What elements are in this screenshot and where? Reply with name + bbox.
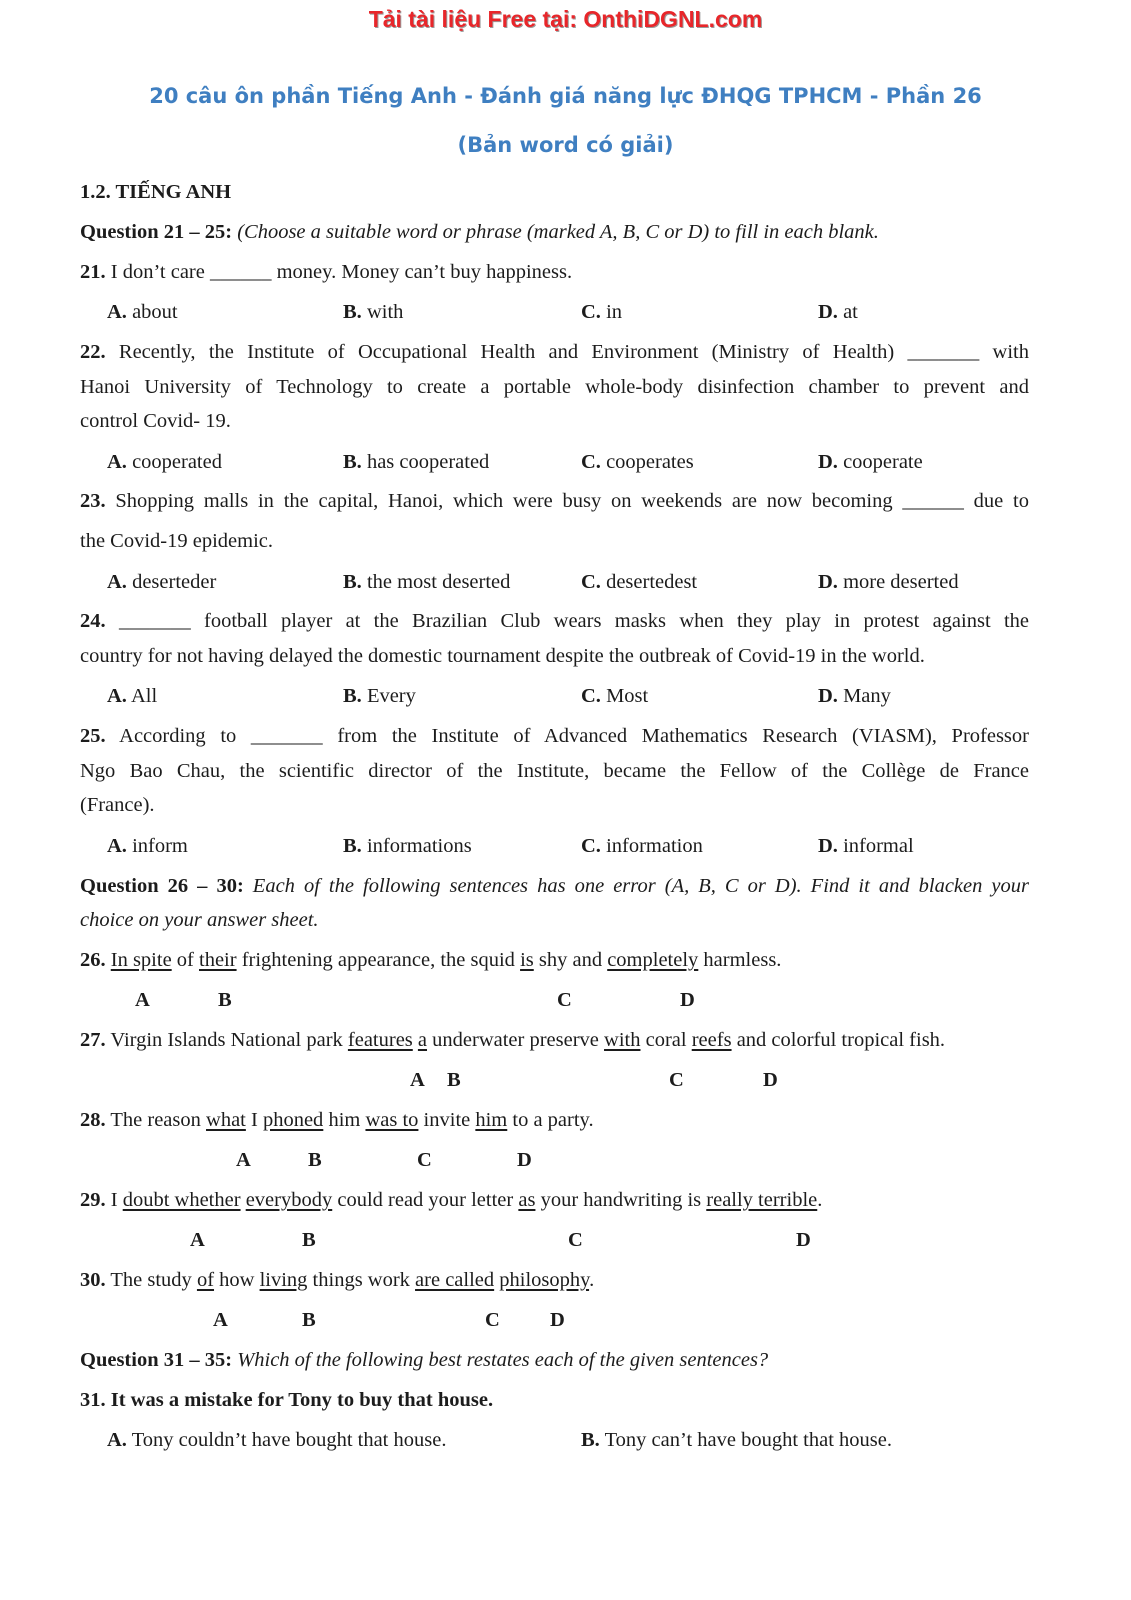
sentence-text: The study (110, 1269, 197, 1291)
question-29 (80, 1188, 1029, 1212)
question-23 (80, 489, 1029, 513)
question-22 (80, 340, 1029, 364)
question-text: It was a mistake for Tony to buy that house. (110, 1389, 494, 1411)
sentence-text: things work (307, 1269, 416, 1291)
question-27 (80, 1028, 1029, 1052)
option-c[interactable]: C. information (581, 835, 703, 857)
sentence-text: frightening appearance, the squid (236, 949, 521, 971)
error-option-d[interactable]: completely (607, 949, 699, 971)
sentence-text: invite (418, 1109, 476, 1131)
question-number: 30. (80, 1269, 106, 1291)
label-b: B (302, 1229, 316, 1251)
error-option-b[interactable]: everybody (245, 1189, 333, 1211)
question-number: 28. (80, 1109, 106, 1131)
question-number: 23. (80, 490, 106, 512)
sentence-text: your handwriting is (535, 1189, 707, 1211)
label-c: C (568, 1229, 583, 1251)
question-number: 25. (80, 725, 106, 747)
sentence-text: him (323, 1109, 366, 1131)
question-22-line3: control Covid- 19. (80, 410, 231, 432)
sentence-text: . (589, 1269, 595, 1291)
sentence-text: shy and (533, 949, 608, 971)
option-a[interactable]: A. cooperated (107, 451, 222, 473)
label-c: C (485, 1309, 500, 1331)
label-c: C (669, 1069, 684, 1091)
sentence-text: underwater preserve (427, 1029, 605, 1051)
part1-header (80, 220, 1029, 244)
label-b: B (447, 1069, 461, 1091)
option-b[interactable]: B. Tony can’t have bought that house. (581, 1429, 892, 1451)
option-d[interactable]: D. Many (818, 685, 891, 707)
error-option-d[interactable]: reefs (691, 1029, 732, 1051)
error-option-b[interactable]: their (199, 949, 237, 971)
label-a: A (213, 1309, 228, 1331)
error-option-a[interactable]: what (206, 1109, 246, 1131)
option-c[interactable]: C. in (581, 301, 623, 323)
option-a[interactable]: A. deserteder (107, 571, 217, 593)
error-option-c[interactable]: are called (415, 1269, 495, 1291)
question-25-line3: (France). (80, 794, 155, 816)
option-b[interactable]: B. the most deserted (343, 571, 511, 593)
option-a[interactable]: A. All (107, 685, 158, 707)
part2-instruction: Each of the following sentences has one error (A, B, C or D). Find it and blacken your (252, 875, 1029, 897)
sentence-text: could read your letter (332, 1189, 519, 1211)
page-title: 20 câu ôn phần Tiếng Anh - Đánh giá năng lực ĐHQG TPHCM - Phần 26 (149, 84, 982, 108)
sentence-text: I (110, 1189, 123, 1211)
sentence-text: harmless. (698, 949, 782, 971)
section-heading: 1.2. TIẾNG ANH (80, 181, 232, 203)
sentence-text: to a party. (507, 1109, 594, 1131)
question-24 (80, 609, 1029, 633)
sentence-text: coral (640, 1029, 692, 1051)
part1-heading: Question 21 – 25: (80, 221, 233, 243)
error-option-b[interactable]: living (259, 1269, 308, 1291)
option-d[interactable]: D. more deserted (818, 571, 959, 593)
question-text: Recently, the Institute of Occupational Health and Environment (Ministry of Health) _______ with (118, 341, 1029, 363)
error-option-d[interactable]: him (475, 1109, 508, 1131)
option-a[interactable]: A. inform (107, 835, 188, 857)
sentence-text: and colorful tropical fish. (731, 1029, 946, 1051)
error-option-d[interactable]: philosophy (499, 1269, 590, 1291)
part3-heading: Question 31 – 35: (80, 1349, 233, 1371)
label-d: D (796, 1229, 811, 1251)
option-d[interactable]: D. cooperate (818, 451, 923, 473)
error-option-a[interactable]: doubt whether (122, 1189, 241, 1211)
question-25 (80, 724, 1029, 748)
label-d: D (550, 1309, 565, 1331)
label-d: D (763, 1069, 778, 1091)
label-d: D (517, 1149, 532, 1171)
option-b[interactable]: B. has cooperated (343, 451, 490, 473)
sentence-text: The reason (110, 1109, 207, 1131)
question-25-line2: Ngo Bao Chau, the scientific director of the Institute, became the Fellow of the Collège de France (80, 760, 1029, 782)
label-b: B (308, 1149, 322, 1171)
error-option-c[interactable]: with (604, 1029, 641, 1051)
option-b[interactable]: B. Every (343, 685, 416, 707)
option-b[interactable]: B. with (343, 301, 404, 323)
question-31 (80, 1388, 1029, 1412)
error-option-a[interactable]: of (196, 1269, 215, 1291)
label-b: B (302, 1309, 316, 1331)
question-22-line2: Hanoi University of Technology to create a portable whole-body disinfection chamber to prevent and (80, 376, 1029, 398)
question-text: _______ football player at the Brazilian Club wears masks when they play in protest against the (118, 610, 1029, 632)
part3-header (80, 1348, 1029, 1372)
sentence-text: I (245, 1109, 263, 1131)
option-c[interactable]: C. cooperates (581, 451, 694, 473)
question-26 (80, 948, 1029, 972)
part3-instruction: Which of the following best restates each of the given sentences? (237, 1349, 769, 1371)
label-a: A (135, 989, 150, 1011)
label-c: C (417, 1149, 432, 1171)
error-option-a[interactable]: In spite (110, 949, 172, 971)
question-number: 22. (80, 341, 106, 363)
part2-heading: Question 26 – 30: (80, 875, 244, 897)
error-option-c[interactable]: is (520, 949, 534, 971)
question-number: 26. (80, 949, 106, 971)
error-option-c[interactable]: was to (365, 1109, 419, 1131)
option-d[interactable]: D. at (818, 301, 858, 323)
error-option-b[interactable]: phoned (262, 1109, 324, 1131)
option-c[interactable]: C. Most (581, 685, 649, 707)
label-a: A (190, 1229, 205, 1251)
part2-instruction-line2: choice on your answer sheet. (80, 909, 319, 931)
question-23-line2: the Covid-19 epidemic. (80, 530, 273, 552)
sentence-text: . (817, 1189, 823, 1211)
error-option-d[interactable]: really terrible (706, 1189, 818, 1211)
option-d[interactable]: D. informal (818, 835, 914, 857)
label-a: A (410, 1069, 425, 1091)
question-24-line2: country for not having delayed the domestic tournament despite the outbreak of Covid-19 in the world. (80, 645, 925, 667)
question-text: According to _______ from the Institute of Advanced Mathematics Research (VIASM), Professor (119, 725, 1029, 747)
label-a: A (236, 1149, 251, 1171)
question-30 (80, 1268, 1029, 1292)
sentence-text: how (214, 1269, 260, 1291)
sentence-text: Virgin Islands National park (110, 1029, 348, 1051)
question-21 (80, 260, 1029, 284)
label-c: C (557, 989, 572, 1011)
part2-header (80, 874, 1029, 898)
option-c[interactable]: C. desertedest (581, 571, 698, 593)
error-option-b[interactable]: a (417, 1029, 428, 1051)
question-number: 27. (80, 1029, 106, 1051)
option-a[interactable]: A. about (107, 301, 178, 323)
page-subtitle: (Bản word có giải) (457, 133, 674, 157)
label-b: B (218, 989, 232, 1011)
question-text: Shopping malls in the capital, Hanoi, which were busy on weekends are now becoming ______ due to (115, 490, 1029, 512)
question-number: 29. (80, 1189, 106, 1211)
error-option-a[interactable]: features (347, 1029, 413, 1051)
part1-instruction: (Choose a suitable word or phrase (marked A, B, C or D) to fill in each blank. (237, 221, 879, 243)
question-number: 31. (80, 1389, 106, 1411)
error-option-c[interactable]: as (518, 1189, 536, 1211)
sentence-text: of (171, 949, 199, 971)
option-a[interactable]: A. Tony couldn’t have bought that house. (107, 1429, 447, 1451)
question-28 (80, 1108, 1029, 1132)
question-text: I don’t care ______ money. Money can’t buy happiness. (110, 261, 573, 283)
question-number: 21. (80, 261, 106, 283)
label-d: D (680, 989, 695, 1011)
option-b[interactable]: B. informations (343, 835, 472, 857)
source-banner[interactable]: Tải tài liệu Free tại: OnthiDGNL.com (368, 6, 763, 32)
question-number: 24. (80, 610, 106, 632)
